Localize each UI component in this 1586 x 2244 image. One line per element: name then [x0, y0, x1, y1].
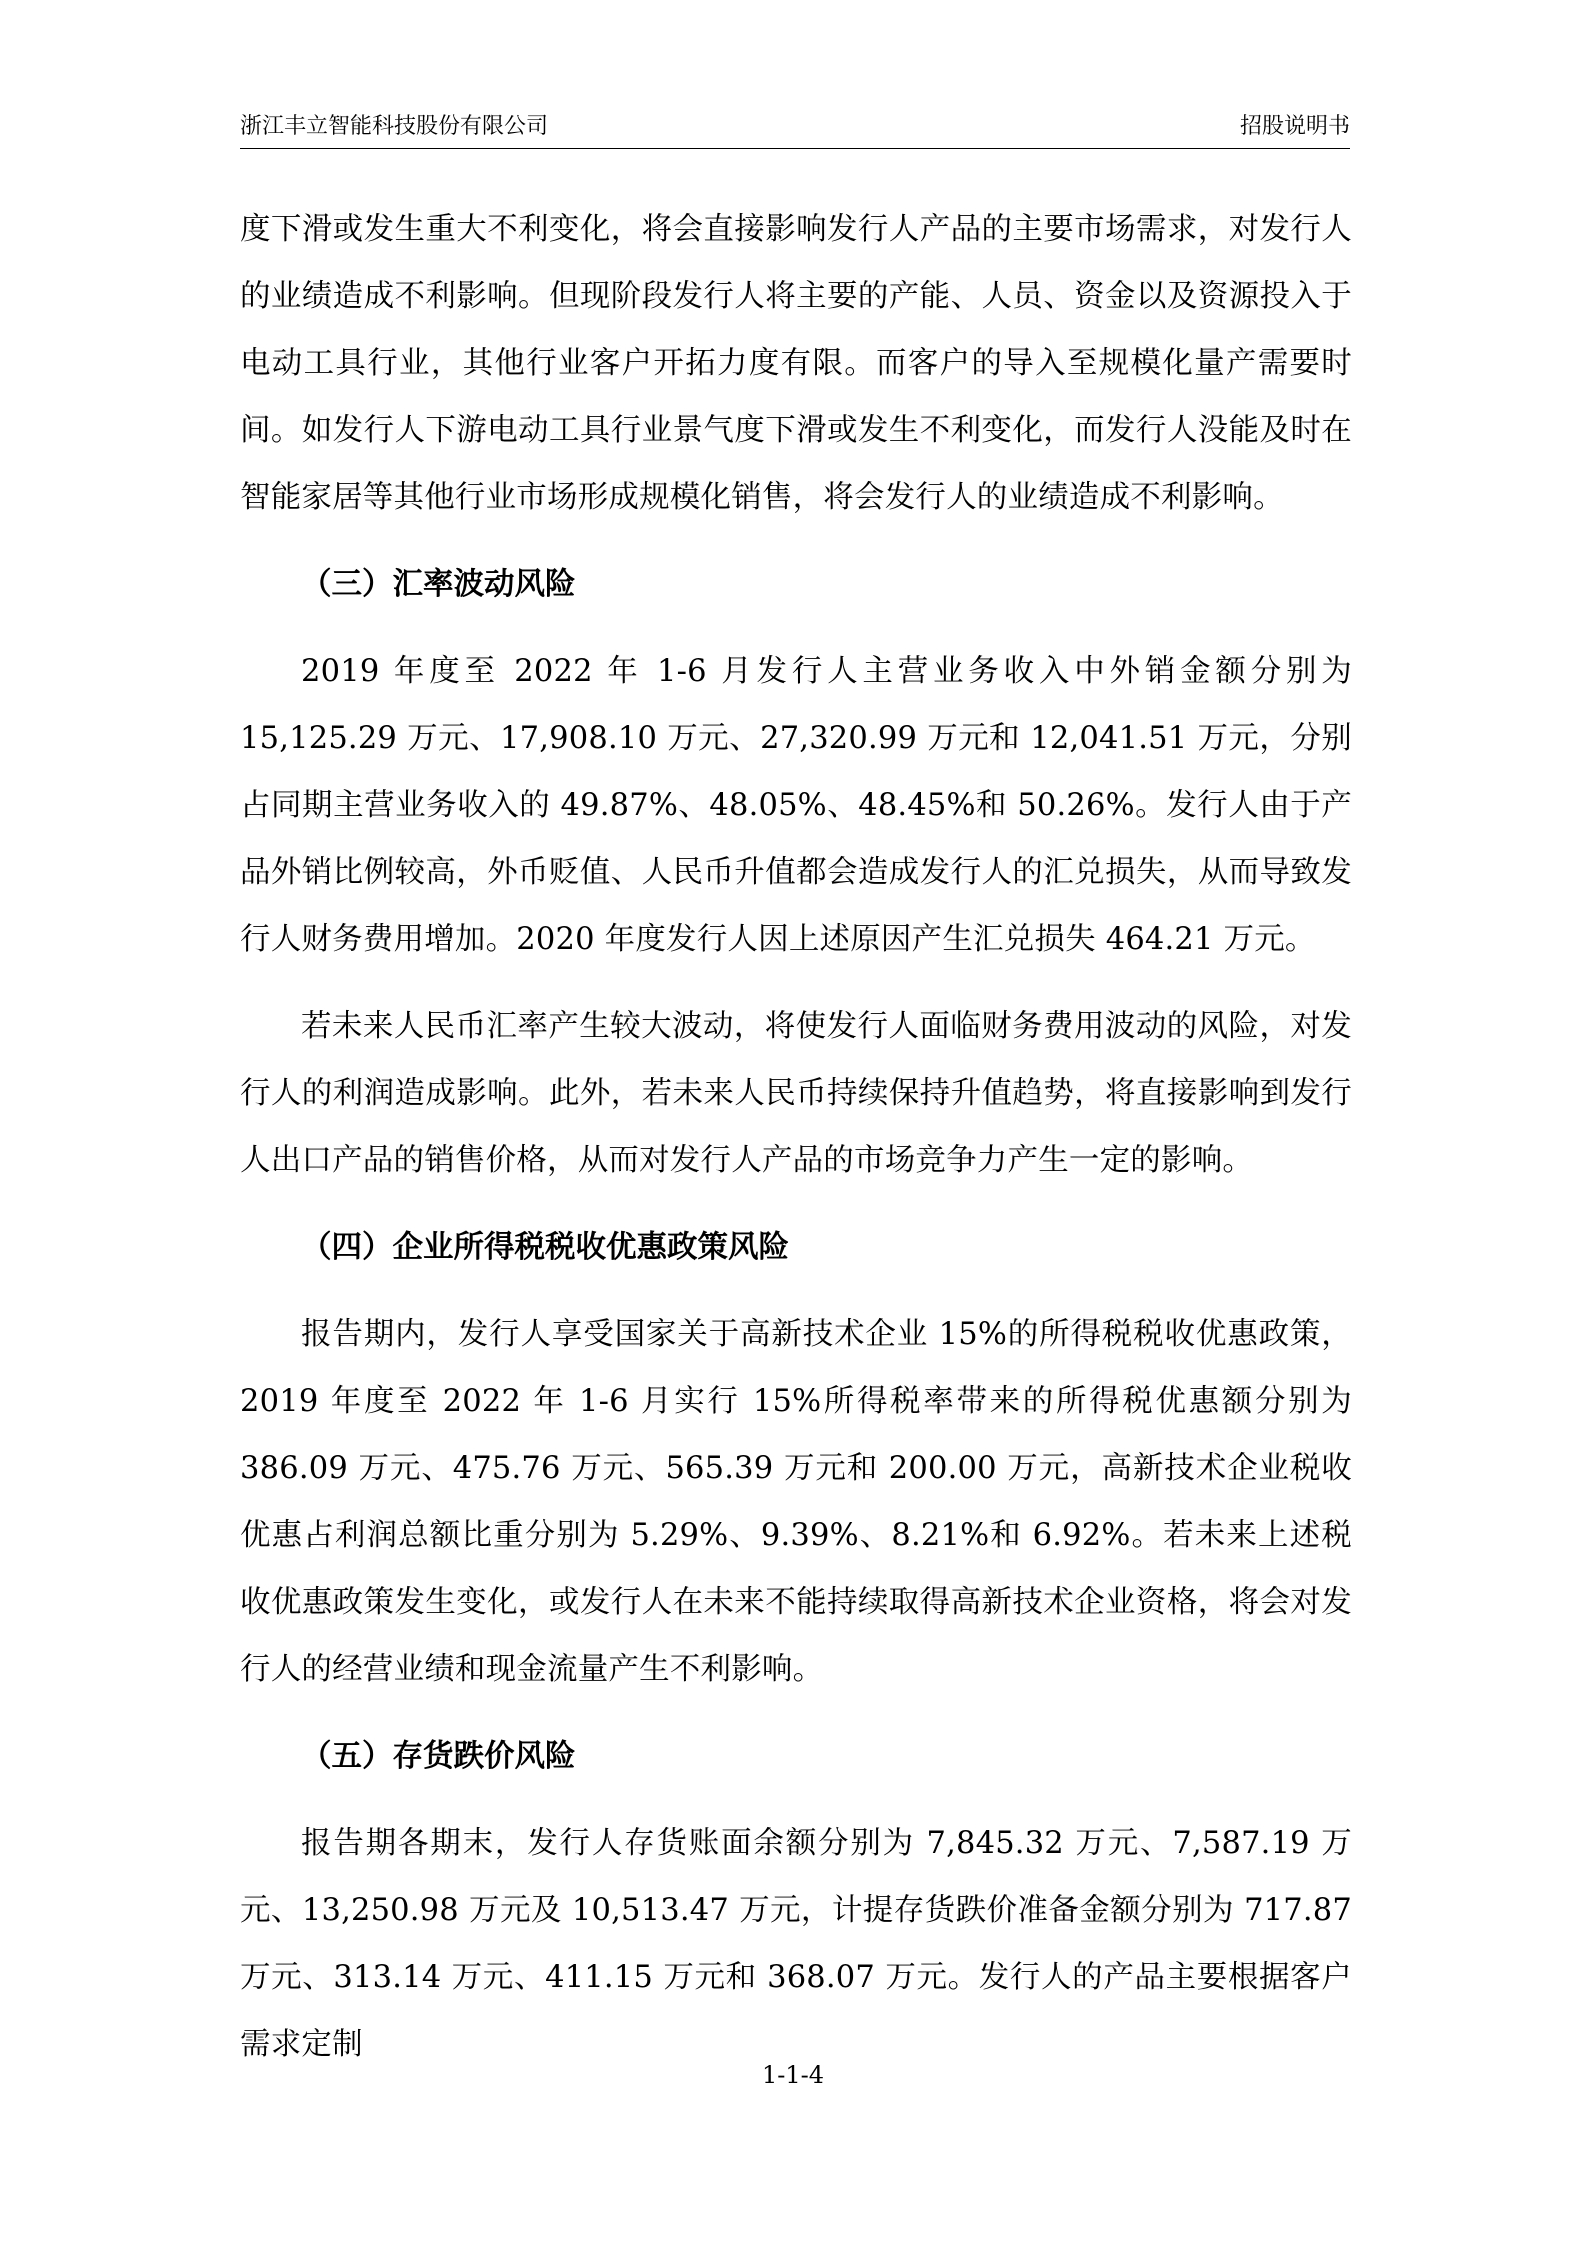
paragraph-export-sales: 2019 年度至 2022 年 1-6 月发行人主营业务收入中外销金额分别为 15,125.29 万元、17,908.10 万元、27,320.99 万元和 12,041.51 万元，分别占同期主营业务收入的 49.87%、48.05%、48.45%和 50.26%。发行人由于产品外销比例较高，外币贬值、人民币升值都会造成发行人的汇兑损失，从而导致发行人财务费用增加。2020 年度发行人因上述原因产生汇兑损失 464.21 万元。: [240, 654, 1352, 957]
header-company-name: 浙江丰立智能科技股份有限公司: [240, 114, 549, 139]
paragraph-rmb-fluctuation: 若未来人民币汇率产生较大波动，将使发行人面临财务费用波动的风险，对发行人的利润造成影响。此外，若未来人民币持续保持升值趋势，将直接影响到发行人出口产品的销售价格，从而对发行人产品的市场竞争力产生一定的影响。: [240, 1009, 1352, 1178]
page-header: [240, 108, 1350, 149]
paragraph-continued: 度下滑或发生重大不利变化，将会直接影响发行人产品的主要市场需求，对发行人的业绩造成不利影响。但现阶段发行人将主要的产能、人员、资金以及资源投入于电动工具行业，其他行业客户开拓力度有限。而客户的导入至规模化量产需要时间。如发行人下游电动工具行业景气度下滑或发生不利变化，而发行人没能及时在智能家居等其他行业市场形成规模化销售，将会发行人的业绩造成不利影响。: [240, 212, 1352, 515]
header-document-type: 招股说明书: [1239, 114, 1350, 139]
paragraph-inventory: 报告期各期末，发行人存货账面余额分别为 7,845.32 万元、7,587.19 万元、13,250.98 万元及 10,513.47 万元，计提存货跌价准备金额分别为 717.87 万元、313.14 万元、411.15 万元和 368.07 万元。发行人的产品主要根据客户需求定制: [240, 1826, 1352, 2062]
section-heading-exchange-rate-risk: （三）汇率波动风险: [301, 566, 576, 602]
paragraph-tax-incentive: 报告期内，发行人享受国家关于高新技术企业 15%的所得税税收优惠政策，2019 年度至 2022 年 1-6 月实行 15%所得税率带来的所得税优惠额分别为 386.09 万元、475.76 万元、565.39 万元和 200.00 万元，高新技术企业税收优惠占利润总额比重分别为 5.29%、9.39%、8.21%和 6.92%。若未来上述税收优惠政策发生变化，或发行人在未来不能持续取得高新技术企业资格，将会对发行人的经营业绩和现金流量产生不利影响。: [240, 1317, 1352, 1687]
section-heading-inventory-risk: （五）存货跌价风险: [301, 1738, 576, 1774]
page-number: 1-1-4: [761, 2061, 825, 2089]
page-content: [240, 196, 1352, 2078]
section-heading-tax-policy-risk: （四）企业所得税税收优惠政策风险: [301, 1229, 789, 1265]
